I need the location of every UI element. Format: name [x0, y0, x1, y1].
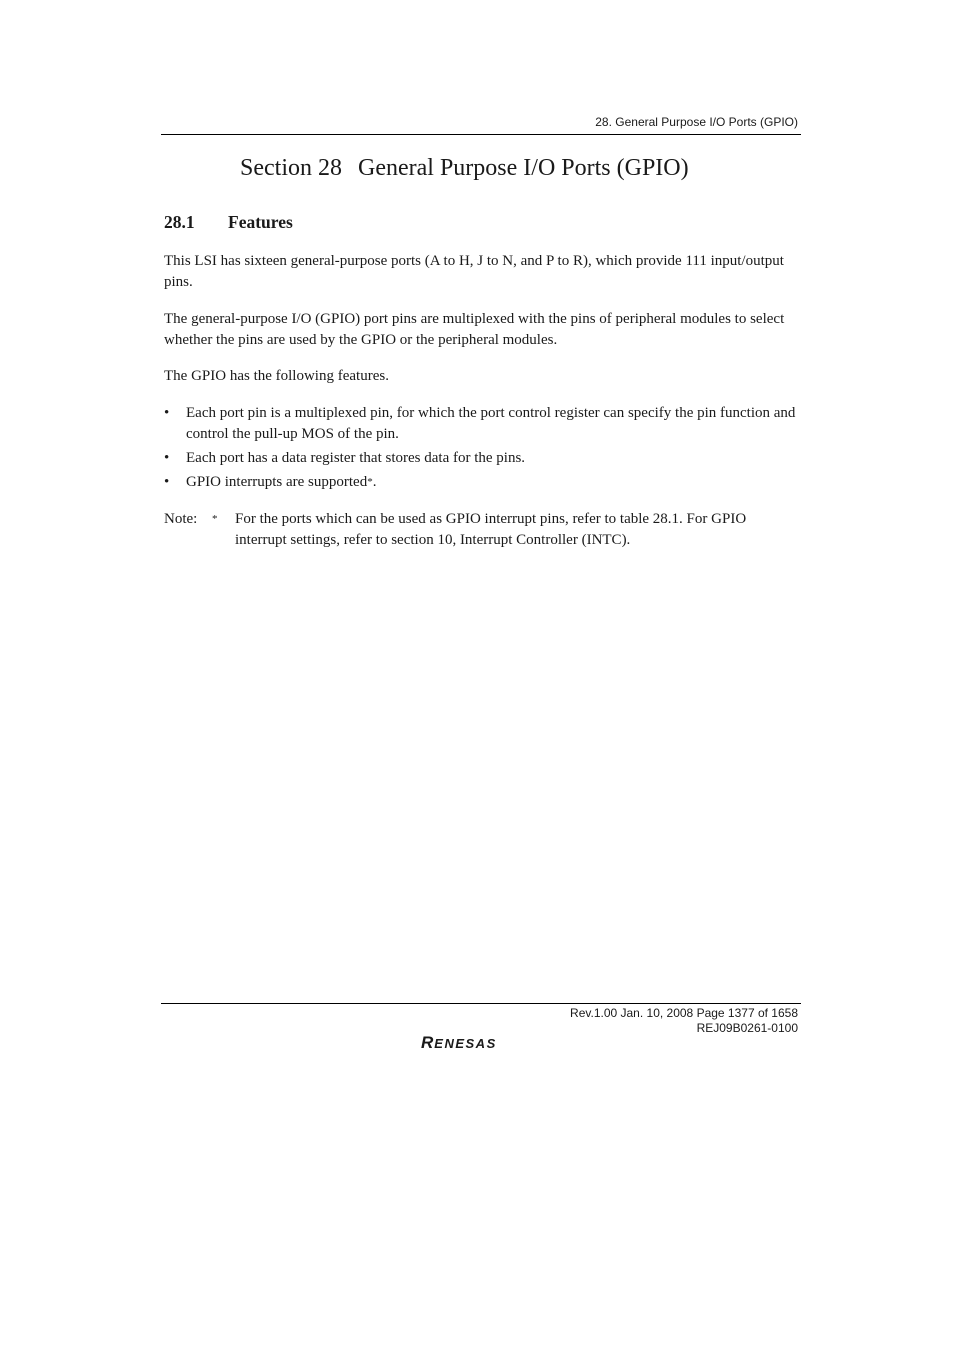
- list-item-text: Each port pin is a multiplexed pin, for which the port control register can specify the pin function and control the pull-up MOS of the pin.: [186, 405, 796, 442]
- intro-paragraph: This LSI has sixteen general-purpose ports (A to H, J to N, and P to R), which provide 111 input/output pins.: [164, 253, 784, 290]
- features-lead-paragraph: The GPIO has the following features.: [164, 368, 389, 384]
- note-label: Note:: [164, 511, 198, 527]
- multiplex-paragraph: The general-purpose I/O (GPIO) port pins are multiplexed with the pins of peripheral modules to select whether the pins are used by the GPIO or the peripheral modules.: [164, 311, 785, 348]
- running-header: 28. General Purpose I/O Ports (GPIO): [595, 115, 798, 129]
- section-title: [240, 155, 689, 182]
- subsection-title: Features: [228, 212, 293, 232]
- footer-rule: [161, 1003, 801, 1004]
- bullet-icon: •: [164, 450, 170, 466]
- list-item-text: Each port has a data register that stores data for the pins.: [186, 450, 526, 466]
- logo-initial: R: [421, 1033, 435, 1052]
- list-item: [164, 403, 800, 445]
- list-item-end: .: [372, 474, 377, 490]
- footnote-mark: *: [367, 476, 373, 488]
- footnote: [164, 509, 800, 551]
- note-text: For the ports which can be used as GPIO interrupt pins, refer to table 28.1. For GPIO interrupt settings, refer to section 10, Interrupt Controller (INTC).: [235, 511, 747, 548]
- note-mark: *: [212, 513, 218, 525]
- footer-doc-number: REJ09B0261-0100: [696, 1021, 798, 1035]
- footer-revision: Rev.1.00 Jan. 10, 2008 Page 1377 of 1658: [570, 1006, 798, 1020]
- section-heading: General Purpose I/O Ports (GPIO): [358, 155, 689, 181]
- list-item: [164, 448, 800, 469]
- list-item: [164, 472, 800, 493]
- renesas-logo: [421, 1033, 497, 1053]
- feature-list: [164, 403, 800, 496]
- logo-rest: ENESAS: [434, 1036, 497, 1051]
- list-item-text: GPIO interrupts are supported: [186, 474, 368, 490]
- bullet-icon: •: [164, 474, 170, 490]
- section-label: Section 28: [240, 155, 342, 181]
- subsection-number: 28.1: [164, 212, 195, 232]
- subsection-heading: [164, 212, 293, 233]
- bullet-icon: •: [164, 405, 170, 421]
- header-rule: [161, 134, 801, 135]
